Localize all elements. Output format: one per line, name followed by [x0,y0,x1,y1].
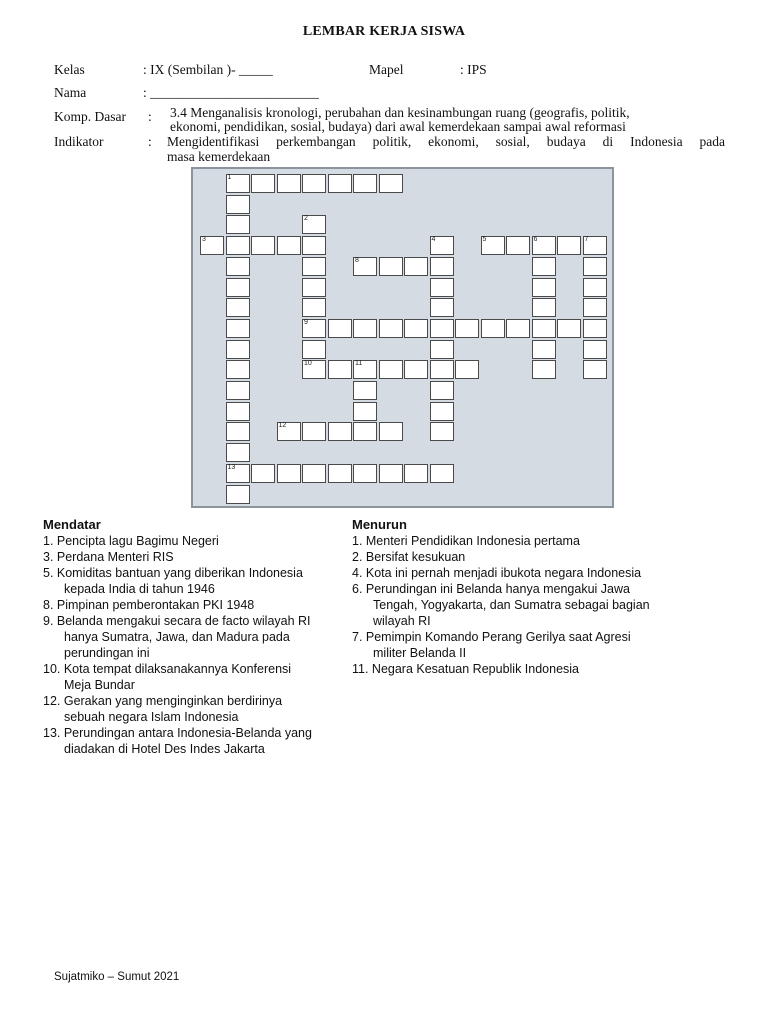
crossword-cell[interactable] [277,464,301,483]
crossword-cell[interactable] [226,360,250,379]
nama-label: Nama [54,85,87,100]
crossword-cell[interactable] [379,319,403,338]
crossword-cell[interactable] [353,381,377,400]
crossword-cell[interactable] [532,257,556,276]
komp-dasar-line-1: 3.4 Menganalisis kronologi, perubahan dan kesinambungan ruang (geografis, politik, [170,105,630,120]
mapel-label: Mapel [369,62,404,77]
clue-number: 1 [227,174,232,181]
clue-text: 7. Pemimpin Komando Perang Gerilya saat Agresi [352,630,631,644]
crossword-cell[interactable] [226,236,250,255]
crossword-cell[interactable] [430,360,454,379]
crossword-cell[interactable] [481,319,505,338]
crossword-cell[interactable] [226,195,250,214]
clue-number: 10 [304,360,312,368]
crossword-cell[interactable] [226,319,250,338]
clue-text: 4. Kota ini pernah menjadi ibukota negara Indonesia [352,566,642,580]
crossword-cell[interactable] [379,464,403,483]
mendatar-clue [43,725,343,757]
crossword-cell[interactable] [328,319,352,338]
crossword-cell[interactable] [226,422,250,441]
crossword-cell[interactable] [226,298,250,317]
mendatar-clue [43,549,343,565]
crossword-cell[interactable] [226,443,250,462]
crossword-cell[interactable] [302,464,326,483]
indikator-line-2: masa kemerdekaan [167,149,271,164]
crossword-cell[interactable] [302,340,326,359]
clue-text: 3. Perdana Menteri RIS [43,550,174,564]
crossword-cell[interactable] [379,422,403,441]
clue-text: 9. Belanda mengakui secara de facto wilayah RI [43,614,311,628]
crossword-cell[interactable] [583,257,607,276]
clue-text-continued: Tengah, Yogyakarta, dan Sumatra sebagai bagian [373,598,650,612]
crossword-cell[interactable] [404,464,428,483]
crossword-cell[interactable] [353,257,377,276]
crossword-cell[interactable] [277,174,301,193]
mapel-value: : IPS [460,62,487,77]
crossword-cell[interactable] [532,278,556,297]
crossword-cell[interactable] [506,319,530,338]
crossword-cell[interactable] [532,236,556,255]
crossword-cell[interactable] [583,319,607,338]
crossword-cell[interactable] [226,340,250,359]
crossword-cell[interactable] [430,236,454,255]
crossword-grid [191,167,614,508]
mendatar-clue [43,661,343,693]
crossword-cell[interactable] [404,257,428,276]
indikator-label: Indikator [54,134,104,149]
crossword-cell[interactable] [430,298,454,317]
clue-number: 5 [482,236,487,244]
mendatar-clue [43,565,343,597]
clue-text-continued: Meja Bundar [64,678,135,692]
crossword-cell[interactable] [226,485,250,504]
crossword-cell[interactable] [532,340,556,359]
crossword-cell[interactable] [583,360,607,379]
indikator-colon: : [148,134,152,149]
crossword-cell[interactable] [353,360,377,379]
clue-text: 11. Negara Kesatuan Republik Indonesia [352,662,580,676]
footer-credit: Sujatmiko – Sumut 2021 [54,971,180,983]
crossword-cell[interactable] [353,319,377,338]
clue-text-continued: sebuah negara Islam Indonesia [64,710,239,724]
crossword-cell[interactable] [430,422,454,441]
clue-number: 12 [278,422,287,430]
clue-number: 11 [355,360,363,368]
crossword-cell[interactable] [404,360,428,379]
crossword-cell[interactable] [532,298,556,317]
crossword-cell[interactable] [200,236,224,255]
komp-dasar-label: Komp. Dasar [54,109,126,124]
crossword-cell[interactable] [226,278,250,297]
menurun-clue [352,661,692,677]
clue-text: 1. Menteri Pendidikan Indonesia pertama [352,534,580,548]
crossword-cell[interactable] [226,257,250,276]
crossword-cell[interactable] [302,215,326,234]
page-title: LEMBAR KERJA SISWA [302,24,466,39]
crossword-cell[interactable] [302,257,326,276]
crossword-cell[interactable] [557,236,581,255]
crossword-cell[interactable] [455,319,479,338]
clue-text: 8. Pimpinan pemberontakan PKI 1948 [43,598,255,612]
crossword-cell[interactable] [583,278,607,297]
crossword-cell[interactable] [404,319,428,338]
clue-text-continued: militer Belanda II [373,646,467,660]
crossword-cell[interactable] [226,381,250,400]
clue-text: 6. Perundingan ini Belanda hanya mengakui Jawa [352,582,630,596]
crossword-cell[interactable] [583,298,607,317]
crossword-cell[interactable] [481,236,505,255]
crossword-cell[interactable] [328,422,352,441]
mendatar-clue [43,613,343,661]
clue-number: 13 [227,463,236,471]
clue-number: 6 [533,236,538,244]
crossword-cell[interactable] [430,340,454,359]
clue-text: 5. Komiditas bantuan yang diberikan Indonesia [43,566,303,580]
clue-text-continued: hanya Sumatra, Jawa, dan Madura pada [64,630,290,644]
clue-number: 7 [584,236,589,244]
crossword-cell[interactable] [379,174,403,193]
crossword-cell[interactable] [302,278,326,297]
clue-text: 1. Pencipta lagu Bagimu Negeri [43,534,219,548]
crossword-cell[interactable] [506,236,530,255]
crossword-cell[interactable] [226,464,250,483]
mendatar-clue [43,693,343,725]
crossword-cell[interactable] [302,360,326,379]
crossword-cell[interactable] [430,257,454,276]
crossword-cell[interactable] [430,464,454,483]
mendatar-clue [43,533,343,549]
clue-text: 12. Gerakan yang menginginkan berdirinya [43,694,283,708]
crossword-cell[interactable] [302,174,326,193]
clue-text-continued: perundingan ini [64,646,150,660]
clue-number: 9 [304,318,308,326]
nama-value: : _________________________ [143,85,319,100]
crossword-cell[interactable] [430,319,454,338]
mendatar-clue [43,597,343,613]
crossword-cell[interactable] [277,422,301,441]
crossword-cell[interactable] [532,360,556,379]
crossword-cell[interactable] [251,464,275,483]
crossword-cell[interactable] [583,236,607,255]
crossword-cell[interactable] [353,174,377,193]
clue-text: 10. Kota tempat dilaksanakannya Konferensi [43,662,292,676]
menurun-clue [352,565,692,581]
crossword-cell[interactable] [583,340,607,359]
kelas-label: Kelas [54,62,85,77]
crossword-cell[interactable] [379,360,403,379]
kelas-value: : IX (Sembilan )- _____ [143,62,273,77]
clue-number: 4 [431,236,436,244]
crossword-cell[interactable] [328,174,352,193]
crossword-cell[interactable] [430,278,454,297]
crossword-cell[interactable] [277,236,301,255]
crossword-cell[interactable] [302,319,326,338]
crossword-cell[interactable] [251,174,275,193]
crossword-cell[interactable] [532,319,556,338]
crossword-cell[interactable] [379,257,403,276]
crossword-cell[interactable] [328,360,352,379]
crossword-cell[interactable] [302,298,326,317]
clue-text-continued: kepada India di tahun 1946 [64,582,215,596]
indikator-line-1: Mengidentifikasi perkembangan politik, ekonomi, sosial, budaya di Indonesia pada [167,134,725,149]
komp-dasar-colon: : [148,109,152,124]
crossword-cell[interactable] [302,422,326,441]
crossword-cell[interactable] [302,236,326,255]
crossword-cell[interactable] [328,464,352,483]
crossword-cell[interactable] [557,319,581,338]
komp-dasar-line-2: ekonomi, pendidikan, sosial, budaya) dari awal kemerdekaan sampai awal reformasi [170,119,626,134]
crossword-cell[interactable] [353,422,377,441]
crossword-cell[interactable] [353,402,377,421]
crossword-cell[interactable] [353,464,377,483]
crossword-cell[interactable] [430,381,454,400]
clue-text: 13. Perundingan antara Indonesia-Belanda yang [43,726,312,740]
crossword-cell[interactable] [430,402,454,421]
crossword-cell[interactable] [455,360,479,379]
clue-text-continued: wilayah RI [373,614,431,628]
menurun-clue [352,581,692,629]
clue-number: 3 [202,236,206,244]
clue-text: 2. Bersifat kesukuan [352,550,466,564]
crossword-cell[interactable] [226,402,250,421]
menurun-clue [352,629,692,661]
menurun-heading: Menurun [352,517,407,532]
menurun-clue [352,533,692,549]
clue-number: 8 [355,256,359,264]
menurun-clue [352,549,692,565]
clue-text-continued: diadakan di Hotel Des Indes Jakarta [64,742,265,756]
crossword-cell[interactable] [226,215,250,234]
clue-number: 2 [304,215,308,223]
mendatar-heading: Mendatar [43,517,101,532]
crossword-cell[interactable] [226,174,250,193]
crossword-cell[interactable] [251,236,275,255]
